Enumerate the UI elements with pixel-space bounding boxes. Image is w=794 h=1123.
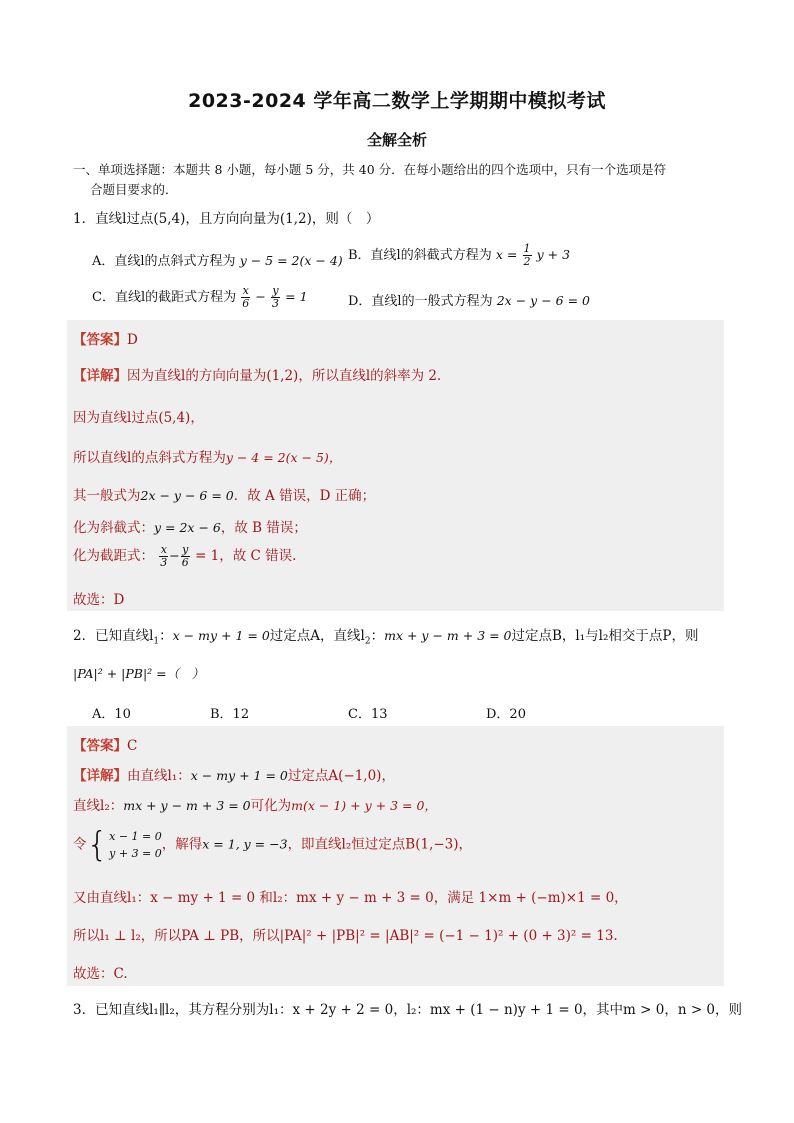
left-brace-icon: { (86, 825, 109, 865)
q2-stem-e: 过定点B，l₁与l₂相交于点P，则 (511, 628, 699, 644)
q2-stem-c: 过定点A，直线l (269, 628, 365, 644)
q2-answer-box (67, 726, 724, 986)
q2-detail-3 (73, 825, 473, 865)
q2-stem-d: ： (370, 628, 385, 644)
q1-detail-2: 因为直线l过点(5,4)， (73, 410, 204, 426)
q1-detail-6-fraction-2 (181, 544, 190, 569)
q3-stem: 3．已知直线l₁∥l₂，其方程分别为l₁：x + 2y + 2 = 0，l₂：mx + (1 − n)y + 1 = 0，其中m > 0，n > 0，则 (73, 1002, 743, 1018)
q1-option-b-math-post: y + 3 (536, 247, 571, 262)
q1-detail-4-tail: ．故 A 错误，D 正确； (233, 488, 376, 504)
q1-answer-box (67, 320, 724, 611)
q2-detail-2-text: 直线l₂： (73, 798, 124, 814)
q2-stem-line1 (73, 624, 698, 647)
q1-answer-value: D (127, 332, 138, 348)
q2-option-d: D．20 (486, 707, 526, 722)
q2-choice: 故选：C. (73, 966, 128, 982)
q2-detail-1-math: x − my + 1 = 0 (190, 768, 288, 783)
q1-option-a-math: y − 5 = 2(x − 4) (239, 253, 343, 268)
q1-detail-tag: 【详解】 (73, 368, 127, 384)
q2-stem-a: 2．已知直线l (73, 628, 154, 644)
q2-detail-1-tail: 过定点A(−1,0)， (287, 768, 395, 784)
q2-equation-system (109, 828, 162, 862)
q2-detail-3-mid: ，解得 (161, 836, 203, 853)
q1-option-c-fraction-2 (271, 285, 280, 310)
q1-option-c-f2-num: y (272, 284, 279, 297)
q2-detail-3-math: x = 1, y = −3 (202, 836, 288, 852)
q2-option-c: C．13 (348, 707, 388, 722)
q2-detail-4: 又由直线l₁：x − my + 1 = 0 和l₂：mx + y − m + 3 = 0，满足 1×m + (−m)×1 = 0， (73, 890, 628, 906)
q1-detail-3 (73, 446, 341, 466)
q1-detail-5 (73, 516, 307, 536)
q2-stem-m2: mx + y − m + 3 = 0 (384, 628, 512, 643)
q2-answer (73, 734, 137, 754)
section-heading (73, 160, 723, 200)
q1-option-a (92, 250, 343, 269)
q2-detail-2-math: mx + y − m + 3 = 0 (123, 798, 251, 813)
q1-option-b-fraction (523, 243, 532, 268)
q1-choice: 故选：D (73, 592, 125, 608)
q2-system-eq1: x − 1 = 0 (109, 830, 162, 843)
q1-option-d-text: D．直线l的一般式方程为 (348, 294, 493, 309)
page-subtitle: 全解全析 (366, 131, 427, 149)
q1-stem: 1．直线l过点(5,4)，且方向向量为(1,2)，则（ ） (73, 211, 380, 227)
q2-detail-tag: 【详解】 (73, 768, 127, 784)
q1-detail-6-fraction-1 (159, 544, 168, 569)
q1-answer (73, 328, 138, 348)
q1-option-a-text: A．直线l的点斜式方程为 (92, 254, 236, 269)
q1-detail-6-text: 化为截距式： (73, 548, 154, 564)
q2-stem-line2: |PA|² + |PB|² =（ ） (73, 666, 205, 681)
q1-option-c-tail: = 1 (285, 289, 308, 304)
q1-option-c-f1-num: x (242, 284, 249, 297)
q1-option-c (92, 285, 308, 310)
q2-answer-value: C (127, 738, 138, 754)
q1-option-b-frac-num: 1 (523, 242, 531, 255)
q2-stem-sub1: 1 (153, 636, 160, 647)
q2-detail-3-pre: 令 (73, 836, 87, 853)
q1-detail-6-f1-num: x (160, 543, 167, 556)
q1-detail-6 (73, 544, 296, 569)
q2-detail-1 (73, 764, 395, 784)
q1-detail-6-tail: = 1，故 C 错误. (195, 548, 297, 564)
section-heading-line2: 合题目要求的． (90, 182, 178, 197)
q1-option-c-f2-den: 3 (272, 297, 280, 310)
q1-answer-tag: 【答案】 (73, 332, 127, 348)
q1-detail-3-text: 所以直线l的点斜式方程为 (73, 450, 226, 466)
q2-stem-sub2: 2 (364, 636, 371, 647)
q1-option-b (348, 243, 570, 268)
q1-detail-4-math: 2x − y − 6 = 0 (140, 488, 234, 503)
q1-option-d-math: 2x − y − 6 = 0 (496, 293, 590, 308)
q1-option-b-text: B．直线l的斜截式方程为 (348, 248, 492, 263)
q2-stem-m1: x − my + 1 = 0 (172, 628, 270, 643)
q1-option-b-frac-den: 2 (523, 255, 531, 268)
q2-stem-b: ： (159, 628, 173, 644)
q2-option-a: A．10 (92, 707, 131, 722)
q1-option-c-text: C．直线l的截距式方程为 (92, 290, 237, 305)
q1-detail-6-f2-den: 6 (181, 556, 189, 569)
q2-system-eq2: y + 3 = 0 (109, 847, 162, 860)
q1-detail-1-text: 因为直线l的方向向量为(1,2)，所以直线l的斜率为 2． (127, 368, 451, 384)
q2-detail-3-tail: ，即直线l₂恒过定点B(1,−3)， (287, 836, 473, 853)
q1-option-b-math-pre: x = (495, 247, 518, 262)
q1-option-c-minus: − (255, 289, 266, 304)
q2-answer-tag: 【答案】 (73, 738, 127, 754)
q1-detail-5-tail: ，故 B 错误； (220, 520, 307, 536)
q1-detail-6-minus: − (169, 548, 180, 563)
q1-detail-5-math: y = 2x − 6 (154, 520, 221, 535)
q1-detail-4 (73, 484, 375, 504)
q1-detail-6-f1-den: 3 (160, 556, 168, 569)
q1-option-c-fraction-1 (241, 285, 250, 310)
page-title: 2023-2024 学年高二数学上学期期中模拟考试 (188, 90, 606, 112)
q1-detail-4-text: 其一般式为 (73, 488, 141, 504)
q2-detail-2-mid: 可化为 (250, 798, 292, 814)
q2-detail-5: 所以l₁ ⊥ l₂，所以PA ⊥ PB，所以|PA|² + |PB|² = |AB|² = (−1 − 1)² + (0 + 3)² = 13. (73, 928, 618, 944)
q1-option-d (348, 290, 590, 309)
q1-option-c-f1-den: 6 (242, 297, 250, 310)
q1-detail-3-math: y − 4 = 2(x − 5)， (225, 450, 342, 465)
q2-detail-2 (73, 794, 437, 814)
q2-option-b: B．12 (210, 707, 250, 722)
q1-detail-6-f2-num: y (182, 543, 189, 556)
section-heading-line1: 一、单项选择题：本题共 8 小题，每小题 5 分，共 40 分．在每小题给出的四个选项中，只有一个选项是符 (73, 162, 667, 177)
q2-detail-1-text: 由直线l₁： (127, 768, 191, 784)
q1-detail-1 (73, 364, 451, 384)
q2-detail-2-math2: m(x − 1) + y + 3 = 0， (291, 798, 437, 813)
q1-detail-5-text: 化为斜截式： (73, 520, 154, 536)
